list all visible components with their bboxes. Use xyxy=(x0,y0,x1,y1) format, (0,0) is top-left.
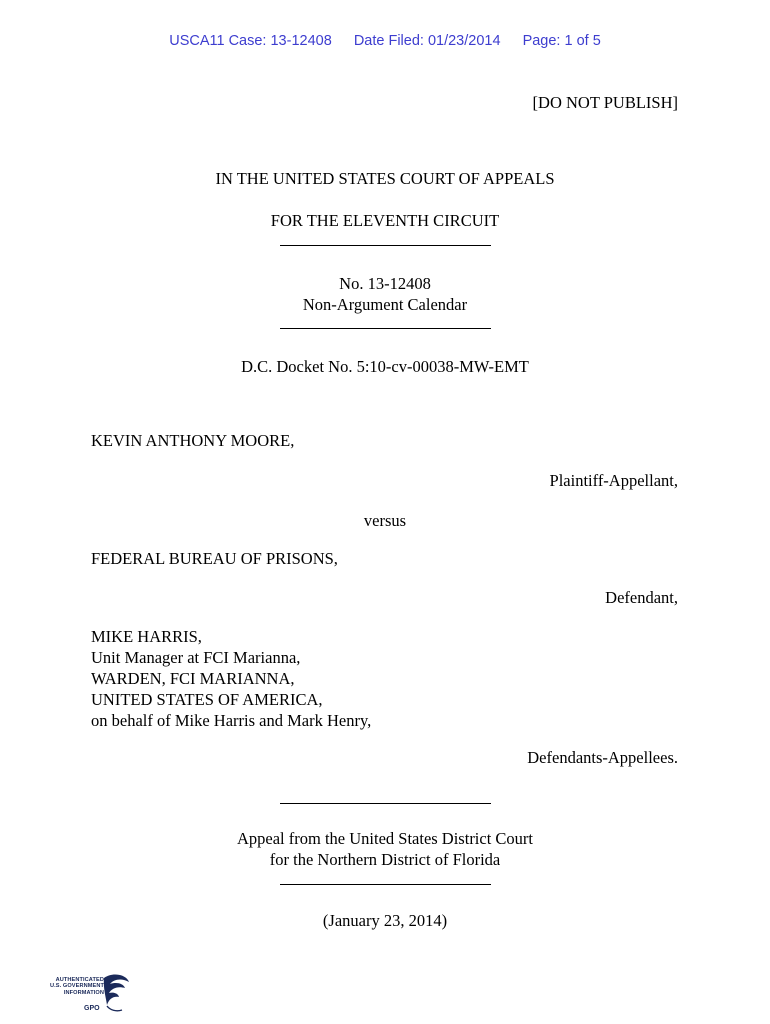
gpo-authentication-logo xyxy=(42,972,132,1018)
defendant-name: FEDERAL BUREAU OF PRISONS, xyxy=(91,549,338,568)
defendant-role: Defendant, xyxy=(605,588,678,607)
page-header xyxy=(0,33,770,49)
decision-date: (January 23, 2014) xyxy=(322,911,448,930)
appellee-line: WARDEN, FCI MARIANNA, xyxy=(91,669,295,688)
plaintiff-role: Plaintiff-Appellant, xyxy=(549,471,678,490)
appeal-district: for the Northern District of Florida xyxy=(269,850,501,869)
court-name: IN THE UNITED STATES COURT OF APPEALS xyxy=(215,169,555,188)
appeal-origin: Appeal from the United States District Court xyxy=(236,829,534,848)
eagle-icon xyxy=(98,972,132,1016)
case-number-header: USCA11 Case: 13-12408 xyxy=(169,33,332,49)
docket-number: D.C. Docket No. 5:10-cv-00038-MW-EMT xyxy=(241,357,529,376)
versus: versus xyxy=(363,511,407,530)
circuit-name: FOR THE ELEVENTH CIRCUIT xyxy=(270,211,500,230)
appellees-role: Defendants-Appellees. xyxy=(527,748,678,767)
divider-rule xyxy=(280,884,491,885)
case-number: No. 13-12408 xyxy=(339,274,431,293)
page-count-header: Page: 1 of 5 xyxy=(522,33,601,49)
gpo-label: GPO xyxy=(84,1005,100,1012)
divider-rule xyxy=(280,245,491,246)
calendar-type: Non-Argument Calendar xyxy=(302,295,468,314)
date-filed-header: Date Filed: 01/23/2014 xyxy=(353,33,501,49)
publish-notice: [DO NOT PUBLISH] xyxy=(532,93,678,112)
appellee-line: Unit Manager at FCI Marianna, xyxy=(91,648,301,667)
divider-rule xyxy=(280,328,491,329)
appellee-line: MIKE HARRIS, xyxy=(91,627,202,646)
appellee-line: UNITED STATES OF AMERICA, xyxy=(91,690,323,709)
appellee-line: on behalf of Mike Harris and Mark Henry, xyxy=(91,711,372,730)
plaintiff-name: KEVIN ANTHONY MOORE, xyxy=(91,431,295,450)
divider-rule xyxy=(280,803,491,804)
gpo-logo-text: AUTHENTICATED U.S. GOVERNMENT INFORMATION xyxy=(49,977,104,996)
